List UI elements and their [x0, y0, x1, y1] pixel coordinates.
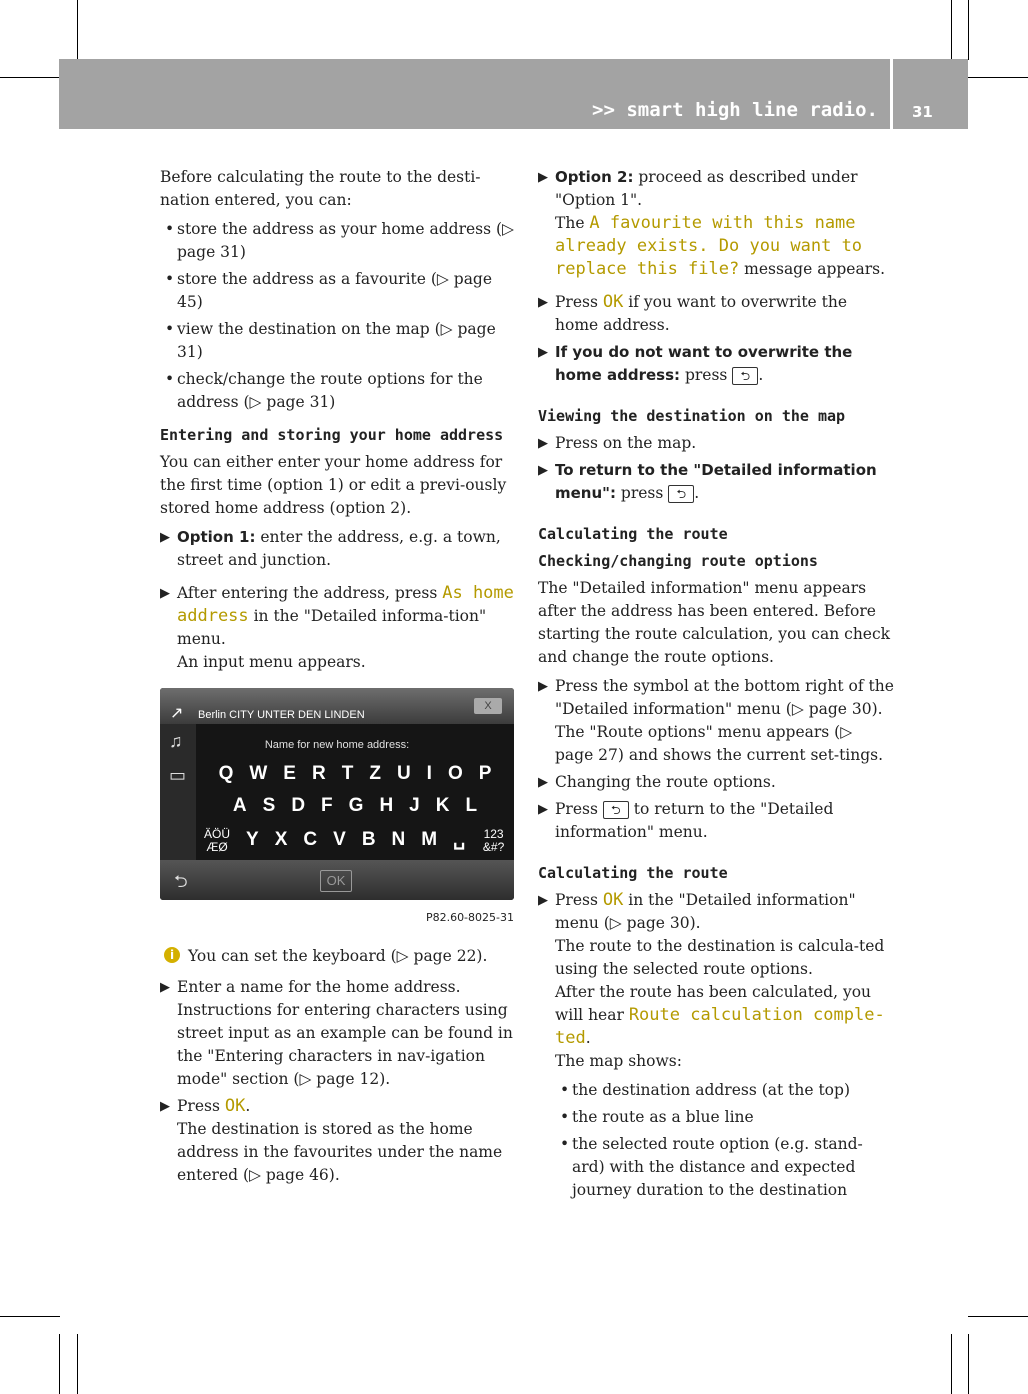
key: M	[421, 829, 438, 850]
key: G	[348, 795, 364, 816]
key: L	[465, 795, 478, 816]
section-heading: Entering and storing your home address	[160, 426, 504, 444]
info-note: i You can set the keyboard (▷ page 22).	[160, 945, 516, 968]
section-heading: Calculating the route	[538, 864, 728, 882]
crop-mark	[968, 77, 1028, 78]
back-icon: ⮌	[174, 872, 188, 891]
crop-mark	[968, 0, 969, 60]
header-title: >> smart high line radio.	[592, 99, 878, 121]
crop-mark	[968, 1316, 1028, 1317]
key: A	[232, 795, 247, 816]
back-key-icon: ⮌	[668, 485, 694, 503]
crop-mark	[77, 0, 78, 60]
key: X	[274, 829, 288, 850]
crop-mark	[77, 1334, 78, 1394]
crop-mark	[951, 1334, 952, 1394]
key: N	[391, 829, 406, 850]
intro-text: Before calculating the route to the desti-nation entered, you can:	[160, 168, 481, 209]
key: P	[478, 763, 492, 784]
subsection-heading: Checking/changing route options	[538, 552, 818, 570]
left-column	[160, 166, 516, 1187]
key: C	[303, 829, 318, 850]
display-text: A favourite with this name already exists. Do you want to replace this file?	[555, 213, 863, 279]
step-item: ▶ Press ⮌ to return to the "Detailed information" menu.	[538, 800, 834, 841]
list-item: • check/change the route options for the address (▷ page 31)	[165, 370, 483, 411]
image-caption: P82.60-8025-31	[425, 911, 514, 924]
crop-mark	[951, 0, 952, 60]
key: T	[341, 763, 354, 784]
space-key: ␣	[453, 829, 466, 850]
display-text: As home address	[177, 583, 514, 626]
key: D	[291, 795, 306, 816]
display-text: OK	[602, 292, 624, 312]
list-item: • the selected route option (e.g. stand-ard) with the distance and expected journey duration to the destination	[560, 1135, 863, 1199]
back-key-icon: ⮌	[603, 801, 629, 819]
step-item: ▶ If you do not want to overwrite the home address: press ⮌ .	[538, 343, 853, 384]
umlaut-key: ÄÖÜ ÆØ	[204, 827, 231, 854]
key: W	[249, 763, 268, 784]
navigation-icon: ↗	[170, 705, 184, 722]
page-number: 31	[912, 103, 933, 121]
section-heading: Viewing the destination on the map	[538, 407, 846, 425]
step-item: ▶ Option 1: enter the address, e.g. a town, street and junction.	[160, 528, 501, 569]
key: R	[311, 763, 326, 784]
list-item: • the destination address (at the top)	[560, 1081, 850, 1099]
display-text: OK	[602, 890, 624, 910]
list-item: • store the address as a favourite (▷ page 45)	[165, 270, 493, 311]
step-item: ▶ Press the symbol at the bottom right of the "Detailed information" menu (▷ page 30). The "Route options" menu appears (▷ page 27) and shows the current set-tings.	[538, 677, 894, 764]
list-item: • store the address as your home address (▷ page 31)	[165, 220, 514, 261]
key: Q	[218, 763, 234, 784]
key: J	[409, 795, 420, 816]
step-item: ▶ To return to the "Detailed information menu": press ⮌ .	[538, 461, 877, 502]
back-key-icon: ⮌	[732, 367, 758, 385]
list-item: • view the destination on the map (▷ page 31)	[165, 320, 496, 361]
key: O	[447, 763, 463, 784]
key: F	[321, 795, 333, 816]
music-icon: ♫	[169, 731, 183, 751]
key: V	[333, 829, 346, 850]
header-divider	[890, 59, 893, 129]
display-text: Route calculation comple-ted	[555, 1005, 885, 1048]
info-icon: i	[164, 947, 180, 963]
key: Y	[246, 829, 259, 850]
key: U	[396, 763, 411, 784]
step-item: ▶ Press on the map.	[538, 434, 697, 452]
right-column	[538, 166, 894, 1202]
step-item: ▶ Option 2: proceed as described under "Option 1". The A favourite with this name already exists. Do you want to replace this file? message appears.	[538, 168, 885, 279]
crop-mark	[0, 1316, 60, 1317]
input-prompt: Name for new home address:	[264, 739, 410, 751]
key: K	[435, 795, 450, 816]
screenshot-image	[160, 688, 514, 900]
section-heading: Calculating the route	[538, 525, 728, 543]
paragraph: You can either enter your home address for the first time (option 1) or edit a previ-ously stored home address (option 2).	[160, 453, 507, 517]
screen-top-bar	[160, 688, 514, 724]
close-icon: X	[474, 698, 502, 714]
keyboard-row	[196, 794, 514, 817]
step-item: ▶ Press OK in the "Detailed information" menu (▷ page 30). The route to the destination is calcula-ted using the selected route options. After the route has been calculated, you will hear Route calculation comple-ted. The map shows:	[538, 890, 885, 1070]
radio-icon: ▭	[169, 765, 187, 785]
key: H	[379, 795, 394, 816]
keyboard-row	[196, 762, 514, 785]
key: S	[262, 795, 276, 816]
key: I	[426, 763, 432, 784]
keyboard-row	[196, 828, 514, 854]
key: B	[361, 829, 376, 850]
step-item: ▶ Press OK if you want to overwrite the home address.	[538, 292, 848, 334]
paragraph: The "Detailed information" menu appears after the address has been entered. Before starting the route calculation, you can check and change the route options.	[538, 579, 891, 666]
step-item: ▶ After entering the address, press As home address in the "Detailed informa-tion" menu. An input menu appears.	[160, 583, 514, 671]
ok-button: OK	[320, 870, 352, 892]
destination-label: Berlin CITY UNTER DEN LINDEN	[198, 709, 365, 721]
page-header	[59, 59, 968, 129]
display-text: OK	[224, 1096, 246, 1116]
crop-mark	[0, 77, 60, 78]
screen-bottom-bar	[160, 860, 514, 900]
crop-mark	[968, 1334, 969, 1394]
step-item: ▶ Enter a name for the home address. Instructions for entering characters using street input as an example can be found in the "Entering characters in nav-igation mode" section (▷ page 12).	[160, 978, 513, 1088]
list-item: • the route as a blue line	[560, 1108, 754, 1126]
crop-mark	[59, 1334, 60, 1394]
step-item: ▶ Changing the route options.	[538, 773, 776, 791]
step-item: ▶ Press OK. The destination is stored as the home address in the favourites under the name entered (▷ page 46).	[160, 1096, 503, 1184]
key: E	[283, 763, 296, 784]
numbers-key: 123 &#?	[482, 827, 505, 854]
key: Z	[369, 763, 381, 784]
